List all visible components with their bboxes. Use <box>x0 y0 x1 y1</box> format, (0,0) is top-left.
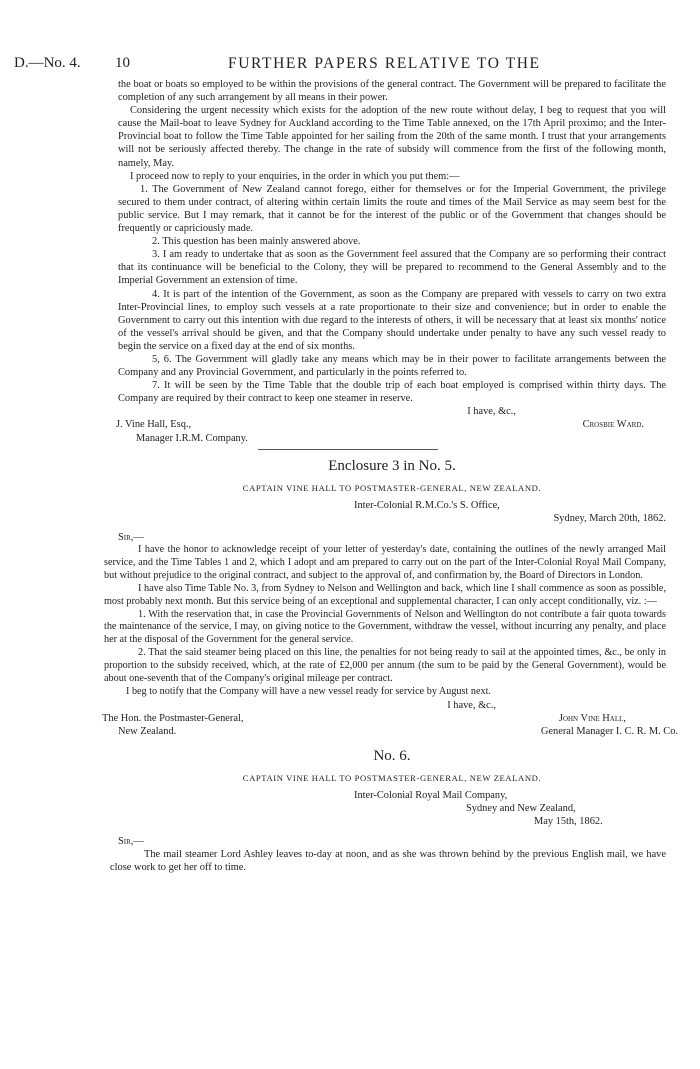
letter1-addressee: J. Vine Hall, Esq., <box>116 419 192 431</box>
enclosure-heading: Enclosure 3 in No. 5. <box>328 457 456 474</box>
letter1-paragraph: 1. The Government of New Zealand cannot forego, either for themselves or for the Imperial Government, the privilege secured to them under contract, of altering within certain limits the route and times of the Mail Service as may seem best for the public service. But I may remark, that it cannot be for the interest of the public or of the Government that changes should be frequently or capriciously made. <box>118 183 666 235</box>
page-number: 10 <box>115 55 130 71</box>
letter1-paragraph: I proceed now to reply to your enquiries, in the order in which you put them:— <box>130 170 460 182</box>
enclosure-signature-line1: John Vine Hall, <box>558 712 626 724</box>
letter1-addressee-title: Manager I.R.M. Company. <box>136 432 248 444</box>
no6-paragraph: The mail steamer Lord Ashley leaves to-day at noon, and as she was thrown behind by the previous English mail, we have close work to get her off to time. <box>110 848 666 873</box>
letter1-signature: Crosbie Ward. <box>582 419 644 431</box>
no6-office: Inter-Colonial Royal Mail Company, <box>354 790 508 802</box>
enclosure-text <box>104 544 666 699</box>
enclosure-signature-row2 <box>102 725 678 738</box>
letter1-signature-row <box>118 418 666 431</box>
no6-place: Sydney and New Zealand, <box>466 803 576 815</box>
document-body <box>102 78 678 874</box>
letter1-paragraph: 3. I am ready to undertake that as soon as the Government feel assured that the Company are so performing their contract that its continuance will be beneficial to the Colony, they will be prepared to recommend to the General Assembly and to the Imperial Government an extension of time. <box>118 249 666 287</box>
letter1-paragraph: 2. This question has been mainly answered above. <box>152 236 361 248</box>
enclosure-paragraph: I beg to notify that the Company will have a new vessel ready for service by August next. <box>126 685 491 697</box>
section-divider <box>258 449 438 450</box>
running-title: FURTHER PAPERS RELATIVE TO THE <box>228 55 541 72</box>
enclosure-salutation: Sir,— <box>118 531 144 543</box>
enclosure-place-date: Sydney, March 20th, 1862. <box>553 512 666 524</box>
enclosure-signature-row <box>102 712 666 725</box>
enclosure-addressee-line2: New Zealand. <box>118 726 177 738</box>
letter1-closing: I have, &c., <box>467 406 516 418</box>
enclosure-closing: I have, &c., <box>447 699 496 711</box>
no6-date: May 15th, 1862. <box>534 816 603 828</box>
letter1-paragraph: 5, 6. The Government will gladly take any means which may be in their power to facilitate arrangements between the Company and any Provincial Government, and particularly in the points referred to. <box>118 353 666 379</box>
enclosure-subheading: CAPTAIN VINE HALL TO POSTMASTER-GENERAL, NEW ZEALAND. <box>242 482 542 493</box>
letter1-paragraph: 4. It is part of the intention of the Government, as soon as the Company are prepared with vessels to carry on two extra Inter-Provincial lines, to employ such vessels at a rate proportionate to their size and convenience; but in order to enable the Government to carry out this intention with due regard to the interests of others, it will be necessary that at least six months' notice of the vessel's arrival should be given, and that the Company should undertake under penalty to have any such vessel ready to begin the service on a fixed day at the end of six months. <box>118 288 666 352</box>
enclosure-paragraph: I have the honor to acknowledge receipt of your letter of yesterday's date, containing the outlines of the newly arranged Mail service, and the Time Tables 1 and 2, which I adopt and am prepared to carry out on the part of the Inter-Colonial Royal Mail Company, but without prejudice to the original contract, and subject to the approval of, and confirmation by, the Board of Directors in London. <box>104 544 666 581</box>
letter1-paragraph: the boat or boats so employed to be within the provisions of the general contract. The Government will be prepared to facilitate the completion of any such arrangement by all means in their power. <box>118 79 666 104</box>
enclosure-office: Inter-Colonial R.M.Co.'s S. Office, <box>354 499 500 511</box>
no6-subheading: CAPTAIN VINE HALL TO POSTMASTER-GENERAL, NEW ZEALAND. <box>242 773 542 784</box>
letter1-paragraph: Considering the urgent necessity which exists for the adoption of the new route without delay, I beg to request that you will cause the Mail-boat to leave Sydney for Auckland according to the Time Table annexed, on the 17th April proximo; and the Inter-Provincial boat to follow the Time Table appointed for her sailing from the 20th of the same month. I trust that your arrangements will not be seriously affected thereby. The change in the rate of subsidy will commence from the first of the following month, namely, May. <box>118 105 666 169</box>
enclosure-addressee-line1: The Hon. the Postmaster-General, <box>102 712 244 724</box>
page-header <box>0 55 700 77</box>
enclosure-paragraph: 2. That the said steamer being placed on this line, the penalties for not being ready to sail at the appointed times, &c., be only in proportion to the subsidy received, which, at the rate of £2,000 per annum (the sum to be paid by the General Government), would be about one-seventh that of the Company's original mileage per contract. <box>104 647 666 685</box>
enclosure-paragraph: I have also Time Table No. 3, from Sydney to Nelson and Wellington and back, which line I shall commence as soon as possible, most probably next month. But this service being of an exceptional and supplemental character, I can only accept conditionally, viz. :— <box>104 582 666 607</box>
no6-salutation: Sir,— <box>118 835 144 847</box>
no6-heading: No. 6. <box>373 748 411 765</box>
enclosure-paragraph: 1. With the reservation that, in case the Provincial Governments of Nelson and Wellington do not contribute a fair quota towards the maintenance of the service, I may, on giving notice to the Government, withdraw the vessel, without incurring any penalty, and place her at the disposal of the Government for the general service. <box>104 608 666 646</box>
enclosure-signature-line2: General Manager I. C. R. M. Co. <box>540 726 678 738</box>
letter1-paragraph: 7. It will be seen by the Time Table that the double trip of each boat employed is comprised within thirty days. The Company are required by their contract to keep one steamer in reserve. <box>118 380 666 405</box>
document-reference: D.—No. 4. <box>14 55 81 71</box>
